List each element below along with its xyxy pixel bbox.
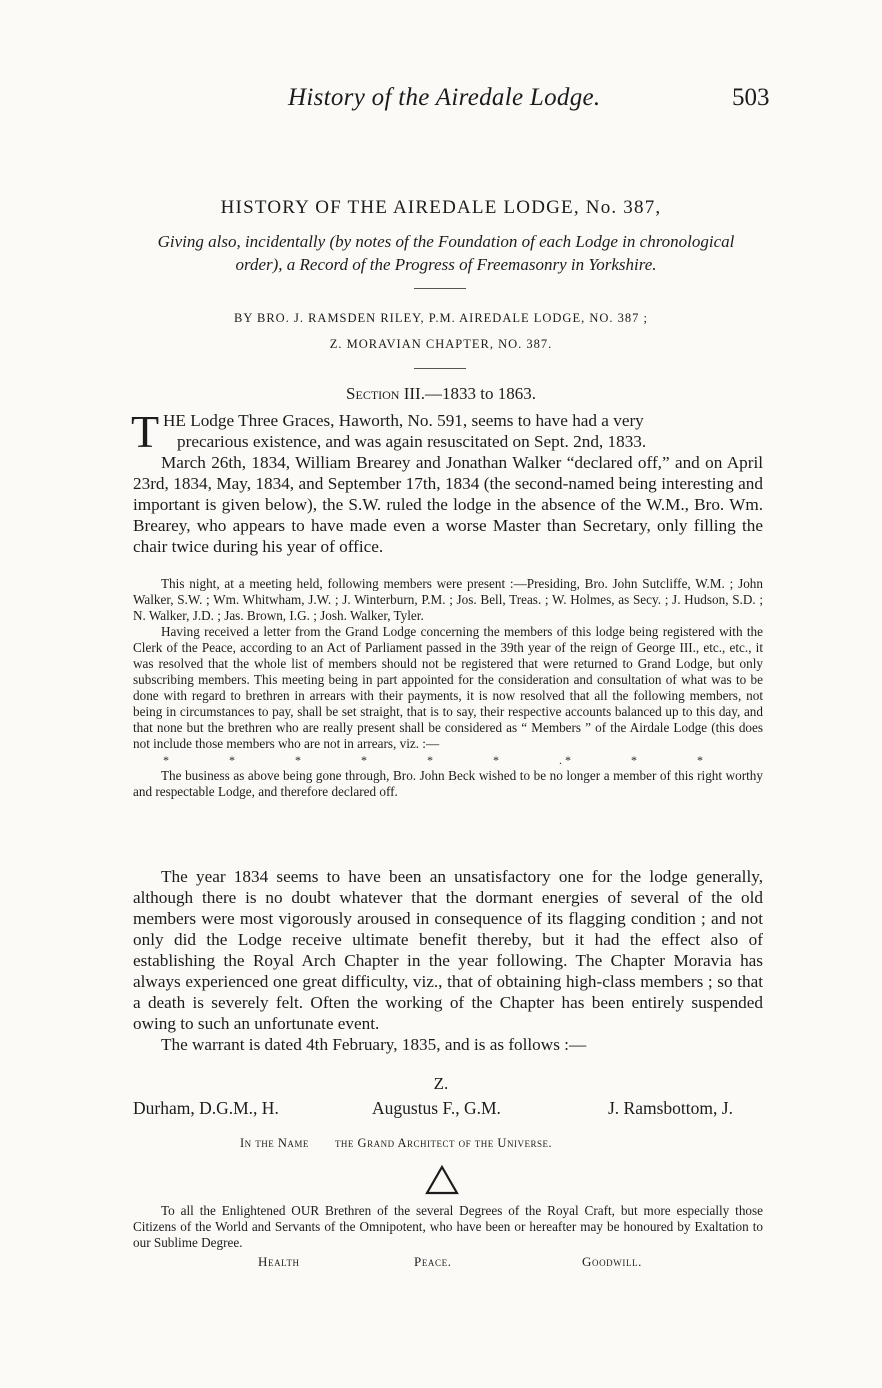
paragraph-2: March 26th, 1834, William Brearey and Jonathan Walker “declared off,” and on April 23rd, 1834, May, 1834, and September 17th, 1834 (the second-named being interesting and important is given below), the S.W. ruled the lodge in the absence of the W.M., Bro. Wm. Brearey, who appears to have made even a worse Master than Secretary, only filling the chair twice during his year of office. bbox=[133, 453, 763, 556]
star: * bbox=[361, 753, 367, 767]
byline-author: BY BRO. J. RAMSDEN RILEY, P.M. AIREDALE LODGE, NO. 387 ; bbox=[233, 311, 648, 325]
byline-chapter: Z. MORAVIAN CHAPTER, NO. 387. bbox=[329, 337, 553, 351]
star: * bbox=[493, 753, 499, 767]
star: * bbox=[229, 753, 235, 767]
opening-paragraph bbox=[131, 406, 763, 457]
subtitle-line-1: Giving also, incidentally (by notes of the Foundation of each Lodge in chronological bbox=[157, 232, 735, 251]
divider bbox=[414, 288, 466, 289]
minutes-declared-off: The business as above being gone through, Bro. John Beck wished to be no longer a member of this right worthy and respectable Lodge, and therefore declared off. bbox=[133, 768, 763, 799]
minutes-extract bbox=[133, 576, 763, 800]
signature-augustus: Augustus F., G.M. bbox=[372, 1098, 501, 1118]
closing-goodwill: Goodwill. bbox=[582, 1254, 643, 1269]
delta-triangle-icon bbox=[425, 1165, 459, 1195]
running-header bbox=[0, 84, 882, 124]
ellipsis-stars bbox=[133, 752, 763, 768]
section-label: Section bbox=[346, 384, 400, 403]
invocation-name: In the Name bbox=[240, 1136, 309, 1150]
paragraph-1 bbox=[131, 406, 763, 557]
section-number: III.—1833 to 1863. bbox=[403, 384, 536, 403]
star: * bbox=[163, 753, 169, 767]
star: . * bbox=[559, 753, 571, 767]
star: * bbox=[295, 753, 301, 767]
minutes-attendance: This night, at a meeting held, following members were present :—Presiding, Bro. John Sutcliffe, W.M. ; John Walker, S.W. ; Wm. Whitwham, J.W. ; J. Winterburn, P.M. ; Jos. Bell, Treas. ; W. Holmes, as Secy. ; J. Hudson, S.D. ; N. Walker, J.D. ; Jas. Brown, I.G. ; Josh. Walker, Tyler. bbox=[133, 576, 763, 623]
drop-cap: T bbox=[131, 406, 160, 457]
warrant-address: To all the Enlightened OUR Brethren of the several Degrees of the Royal Craft, but more especially those Citizens of the World and Servants of the Omnipotent, who have been or hereafter may be honoured by Exaltation to our Sublime Degree. bbox=[133, 1203, 763, 1250]
opening-line-1: HE Lodge Three Graces, Haworth, No. 591, seems to have had a very bbox=[163, 411, 644, 430]
warrant-z: Z. bbox=[433, 1074, 449, 1093]
closing-health: Health bbox=[258, 1254, 300, 1269]
paragraph-3: The year 1834 seems to have been an unsatisfactory one for the lodge generally, although there is no doubt whatever that the dormant energies of several of the old members were most vigorously aroused in consequence of its flagging condition ; and not only did the Lodge receive ultimate benefit thereby, but it had the effect also of establishing the Royal Arch Chapter in the year following. The Chapter Moravia has always experienced one great difficulty, viz., that of obtaining high-class members ; so that a death is severely felt. Often the working of the Chapter has been entirely suspended owing to such an unfortunate event. bbox=[133, 867, 763, 1033]
byline bbox=[0, 305, 882, 357]
paragraph-4: The warrant is dated 4th February, 1835, and is as follows :— bbox=[161, 1035, 587, 1054]
signature-durham: Durham, D.G.M., H. bbox=[133, 1098, 279, 1118]
paragraph-3-block bbox=[133, 866, 763, 1055]
divider bbox=[414, 368, 466, 369]
invocation bbox=[240, 1136, 660, 1151]
section-heading bbox=[0, 384, 882, 404]
closing-peace: Peace. bbox=[414, 1254, 452, 1269]
signature-ramsbottom: J. Ramsbottom, J. bbox=[608, 1098, 733, 1118]
article-subtitle bbox=[130, 230, 762, 276]
warrant-address-block bbox=[133, 1203, 763, 1251]
page-number: 503 bbox=[732, 84, 770, 111]
star: * bbox=[427, 753, 433, 767]
star: * bbox=[697, 753, 703, 767]
invocation-architect: the Grand Architect of the Universe. bbox=[334, 1136, 553, 1150]
article-title: HISTORY OF THE AIREDALE LODGE, No. 387, bbox=[220, 197, 662, 218]
star: * bbox=[631, 753, 637, 767]
minutes-resolution: Having received a letter from the Grand Lodge concerning the members of this lodge being registered with the Clerk of the Peace, according to an Act of Parliament passed in the 39th year of the reign of George III., etc., etc., it was resolved that the whole list of members should not be registered that were returned to Grand Lodge, but only subscribing members. This meeting being in part appointed for the consideration and consultation of what was to be done with regard to brethren in arrears with their payments, it is now resolved that all the following members, not being in circumstances to pay, shall be set straight, that is to say, their respective accounts balanced up to this day, and that none but the brethren who are really present shall be considered as “ Members ” of the Airdale Lodge (this does not include those members who are not in arrears, viz. :— bbox=[133, 624, 763, 751]
running-title: History of the Airedale Lodge. bbox=[288, 84, 601, 111]
subtitle-line-2: order), a Record of the Progress of Freemasonry in Yorkshire. bbox=[235, 255, 657, 274]
opening-line-2: precarious existence, and was again resuscitated on Sept. 2nd, 1833. bbox=[177, 432, 647, 451]
